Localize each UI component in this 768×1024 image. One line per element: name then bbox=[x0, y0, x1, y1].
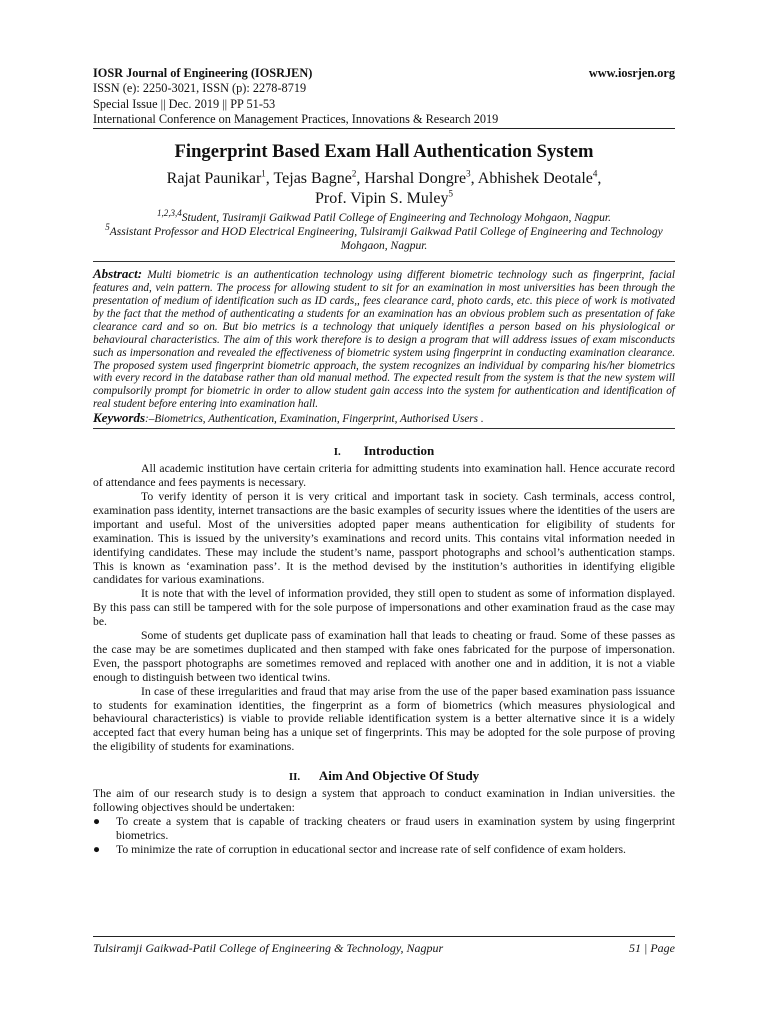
paragraph: All academic institution have certain criteria for admitting students into examination hall. Hence accurate record of attendance and fees payments is necessary. bbox=[93, 462, 675, 490]
paper-body bbox=[93, 443, 675, 857]
abstract-label: Abstract: bbox=[93, 266, 143, 282]
objective-list bbox=[93, 815, 675, 857]
journal-website: www.iosrjen.org bbox=[588, 66, 675, 80]
author-name: Prof. Vipin S. Muley bbox=[315, 190, 449, 208]
affiliation-students: $^{1,2,3,4}$Student, Tusiramji Gaikwad Patil College of Engineering and Technology Mohgaon, Nagpur. bbox=[157, 208, 611, 225]
abstract-divider bbox=[93, 428, 675, 429]
author-sup: 1 bbox=[261, 168, 266, 179]
section-heading-aim bbox=[93, 768, 675, 785]
author-sup: 5 bbox=[448, 188, 453, 199]
section-number: I. bbox=[333, 446, 341, 459]
affiliations bbox=[93, 208, 675, 253]
header-divider bbox=[93, 128, 675, 129]
author-sup: 4 bbox=[592, 168, 598, 179]
page-footer bbox=[93, 936, 675, 956]
paragraph: It is note that with the level of information provided, they still open to student as some of information displayed. By this pass can still be tampered with for the sole purpose of impersonations and other examination fraud as the case may be. bbox=[93, 587, 675, 629]
author-name: Rajat Paunikar bbox=[166, 170, 262, 188]
journal-name: IOSR Journal of Engineering (IOSRJEN) bbox=[93, 66, 313, 80]
keywords-label: Keywords bbox=[93, 410, 145, 426]
affiliation-professor: $^5$Assistant Professor and HOD Electrical Engineering, Tulsiramji Gaikwad Patil College of Engineering and Technology Mohgaon, Nagpur. bbox=[105, 222, 663, 253]
author-name: Abhishek Deotale bbox=[477, 170, 593, 188]
abstract-text: Multi biometric is an authentication technology using different biometric technology such as fingerprint, facial features and, vein pattern. The process for allowing student to sit for an examination in most universities has been through the presentation of medium of identification such as ID cards,, fees clearance card, photo cards, etc. this piece of work is motivated by the fact that the method of authenticating a students for an examination has an obvious problem such as presentation of fake clearance card and so on. But bio metrics is a technology that uniquely identifies a person based on his physiological or behavioural characteristics. The aim of this work therefore is to design a program that will address issues of exam misconducts such as impersonation and revealed the effectiveness of biometric system using fingerprint in conducting examination clearance. The proposed system used fingerprint biometric approach, the system recognizes an individual by comparing his/her biometrics with every record in the database rather than old manual method. The expected result from the system is that the new system will compulsorily prompt for biometric in order to allow student gain access into the system for authentication and identification of real student before entering into examination hall. bbox=[93, 269, 676, 411]
author-name: Tejas Bagne bbox=[273, 170, 352, 188]
list-item: ● To minimize the rate of corruption in educational sector and increase rate of self confidence of exam holders. bbox=[93, 842, 626, 856]
author-list: Rajat Paunikar$^1$, Tejas Bagne$^2$, Harshal Dongre$^3$, Abhishek Deotale$^4$, Prof. Vipin S. Muley$^5$ bbox=[166, 168, 602, 208]
author-sup: 3 bbox=[466, 168, 471, 179]
abstract bbox=[93, 268, 675, 411]
section-title: Aim And Objective Of Study bbox=[318, 768, 480, 784]
conference-line: International Conference on Management Practices, Innovations & Research 2019 bbox=[93, 111, 499, 126]
paper-page bbox=[93, 66, 675, 857]
section-title: Introduction bbox=[363, 443, 435, 459]
abstract-block bbox=[93, 261, 675, 429]
author-name: Harshal Dongre bbox=[364, 170, 467, 188]
keywords bbox=[93, 411, 675, 426]
page-number: 51 | Page bbox=[629, 941, 675, 955]
keywords-text: Biometrics, Authentication, Examination, Fingerprint, Authorised Users . bbox=[154, 413, 484, 426]
paper-title: Fingerprint Based Exam Hall Authentication System bbox=[174, 141, 594, 163]
section-heading-introduction bbox=[93, 443, 675, 460]
author-sup: 2 bbox=[351, 168, 357, 179]
section-number: II. bbox=[288, 771, 301, 784]
keywords-separator: :– bbox=[145, 413, 155, 426]
paragraph: To verify identity of person it is very critical and important task in society. Cash terminals, access control, examination pass identity, internet transactions are the basic examples of security issues where the identities of the users are important and useful. Most of the universities adopted paper means authentication for eligibility of students for examination. This is issued by the university’s examinations and record units. This contains vital information needed in identifying candidates. These may include the student’s name, passport photographs and school’s authentication stamps. This is known as ‘examination pass’. It is the method devised by the institution’s authorities in identifying eligible candidates for various examinations. bbox=[93, 489, 675, 587]
bullet-icon: ● bbox=[93, 815, 101, 828]
issue-line: Special Issue || Dec. 2019 || PP 51-53 bbox=[93, 96, 276, 111]
paragraph: In case of these irregularities and fraud that may arise from the use of the paper based examination pass issuance to students for examination identities, the fingerprint as a form of biometrics (which measures physiological and behavioural characteristics) is viable to provide reliable identification system is a better alternative since it is a widely accepted fact that every human being has a unique set of fingerprints. This may be adopted for the sole purpose of proving the eligibility of students for examinations. bbox=[93, 684, 675, 754]
issn-line: ISSN (e): 2250-3021, ISSN (p): 2278-8719 bbox=[93, 81, 307, 96]
bullet-icon: ● bbox=[93, 842, 101, 856]
journal-header bbox=[93, 66, 675, 129]
list-item: ● To create a system that is capable of tracking cheaters or fraud users in examination system by using fingerprint biometrics. bbox=[93, 815, 675, 842]
footer-institution: Tulsiramji Gaikwad-Patil College of Engineering & Technology, Nagpur bbox=[93, 941, 444, 955]
paragraph: Some of students get duplicate pass of examination hall that leads to cheating or fraud. Some of these passes as the case may be are sometimes duplicated and then stamped with fake ones fabricated for the purpose of impersonation. Even, the passport photographs are sometimes removed and replaced with another one and in addition, it is not a viable enough to distinguish between two identical twins. bbox=[93, 629, 675, 684]
paragraph: The aim of our research study is to design a system that approach to conduct examination in Indian universities. the following objectives should be undertaken: bbox=[93, 787, 675, 815]
